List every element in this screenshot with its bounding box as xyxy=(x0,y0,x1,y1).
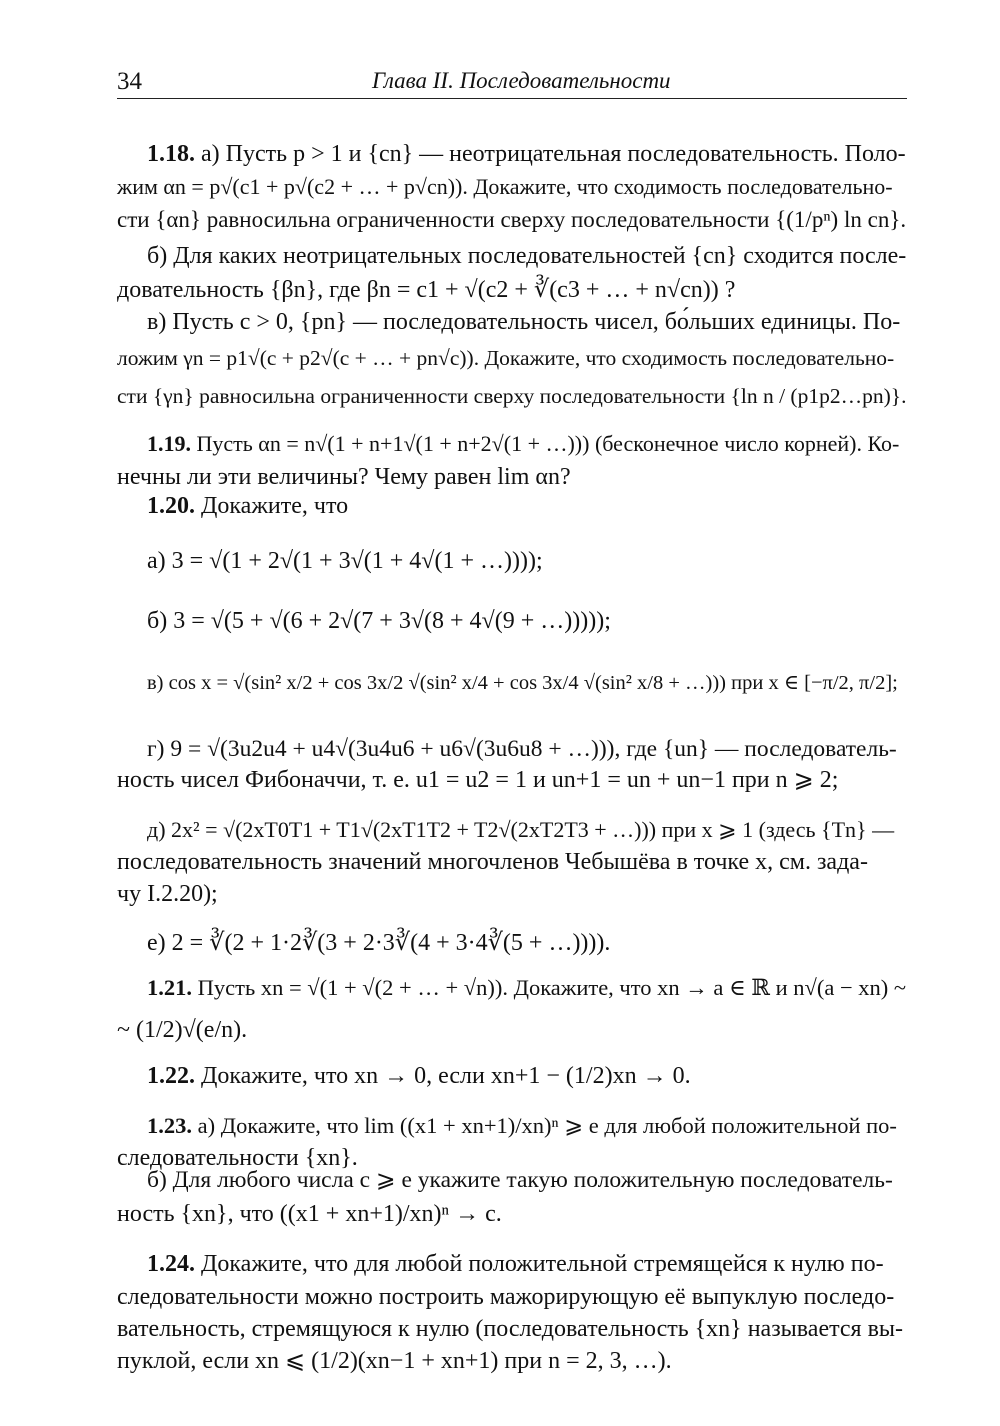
problem-1-23-line-4: ность {xn}, что ((x1 + xn+1)/xn)ⁿ → c. xyxy=(117,1201,502,1227)
problem-text: а) Докажите, что lim ((x1 + xn+1)/xn)ⁿ ⩾ e для любой положительной по- xyxy=(197,1113,897,1138)
formula-g-line-2: ность чисел Фибоначчи, т. е. u1 = u2 = 1 и un+1 = un + un−1 при n ⩾ 2; xyxy=(117,767,839,793)
problem-text: Пусть αn = n√(1 + n+1√(1 + n+2√(1 + …))) (бесконечное число корней). Ко- xyxy=(196,431,900,456)
problem-1-20-intro xyxy=(117,490,907,522)
problem-number: 1.23. xyxy=(147,1113,192,1138)
problem-1-18-line-2: жим αn = p√(c1 + p√(c2 + … + p√cn)). Докажите, что сходимость последовательно- xyxy=(117,174,893,199)
chapter-title: Глава II. Последовательности xyxy=(372,68,671,93)
problem-1-24-line-3: вательность, стремящуюся к нулю (последовательность {xn} называется вы- xyxy=(117,1316,904,1342)
problem-1-18-line-7: ложим γn = p1√(c + p2√(c + … + pn√c)). Докажите, что сходимость последовательно- xyxy=(117,346,895,370)
problem-1-18-line-5: довательность {βn}, где βn = c1 + √(c2 + ∛(c3 + … + n√cn)) ? xyxy=(117,277,736,303)
problem-number: 1.19. xyxy=(147,431,191,456)
problem-number: 1.24. xyxy=(147,1251,195,1277)
running-header xyxy=(117,64,907,99)
problem-1-23-line-3: б) Для любого числа c ⩾ e укажите такую положительную последователь- xyxy=(147,1167,893,1193)
formula-v: в) cos x = √(sin² x/2 + cos 3x/2 √(sin² x/4 + cos 3x/4 √(sin² x/8 + …))) при x ∈ [−π/2, π/2]; xyxy=(147,672,898,694)
problem-number: 1.18. xyxy=(147,141,195,167)
problem-1-21-line-2: ~ (1/2)√(e/n). xyxy=(117,1017,248,1043)
problem-1-18-line-1 xyxy=(117,138,907,170)
formula-g-line-1: г) 9 = √(3u2u4 + u4√(3u4u6 + u6√(3u6u8 + …))), где {un} — последователь- xyxy=(147,736,897,762)
problem-1-23-line-2: следовательности {xn}. xyxy=(117,1145,358,1171)
problem-number: 1.21. xyxy=(147,975,192,1000)
formula-d-line-3: чу I.2.20); xyxy=(117,881,218,907)
problem-text: а) Пусть p > 1 и {cn} — неотрицательная последовательность. Поло- xyxy=(201,141,906,167)
problem-number: 1.22. xyxy=(147,1063,195,1089)
problem-1-18-line-8: сти {γn} равносильна ограниченности сверху последовательности {ln n / (p1p2…pn)}. xyxy=(117,384,907,408)
formula-e: е) 2 = ∛(2 + 1·2∛(3 + 2·3∛(4 + 3·4∛(5 + …)))). xyxy=(147,930,611,956)
problem-text: Докажите, что для любой положительной стремящейся к нулю по- xyxy=(201,1251,884,1277)
problem-1-19-line-2: нечны ли эти величины? Чему равен lim αn? xyxy=(117,464,571,490)
problem-1-19-line-1 xyxy=(117,428,907,460)
problem-text: Докажите, что xn → 0, если xn+1 − (1/2)xn → 0. xyxy=(201,1063,691,1089)
problem-1-24-line-4: пуклой, если xn ⩽ (1/2)(xn−1 + xn+1) при n = 2, 3, …). xyxy=(117,1348,672,1374)
problem-1-24-line-2: следовательности можно построить мажорирующую её выпуклую последо- xyxy=(117,1284,895,1310)
formula-d-line-1: д) 2x² = √(2xT0T1 + T1√(2xT1T2 + T2√(2xT2T3 + …))) при x ⩾ 1 (здесь {Tn} — xyxy=(147,817,895,842)
problem-text: Пусть xn = √(1 + √(2 + … + √n)). Докажите, что xn → a ∈ ℝ и n√(a − xn) ~ xyxy=(197,975,907,1000)
problem-text: Докажите, что xyxy=(201,493,349,519)
problem-1-23-line-1 xyxy=(117,1110,907,1142)
problem-1-22 xyxy=(117,1060,907,1092)
problem-1-18-line-6: в) Пусть c > 0, {pn} — последовательность чисел, бо́льших единицы. По- xyxy=(147,309,901,335)
formula-b: б) 3 = √(5 + √(6 + 2√(7 + 3√(8 + 4√(9 + …))))); xyxy=(147,608,611,634)
problem-1-18-line-3: сти {αn} равносильна ограниченности сверху последовательности {(1/pⁿ) ln cn}. xyxy=(117,207,907,232)
problem-1-21-line-1 xyxy=(117,972,907,1004)
problem-number: 1.20. xyxy=(147,493,195,519)
page-number: 34 xyxy=(117,68,142,95)
problem-1-18-line-4: б) Для каких неотрицательных последовательностей {cn} сходится после- xyxy=(147,243,907,269)
formula-d-line-2: последовательность значений многочленов Чебышёва в точке x, см. зада- xyxy=(117,849,868,875)
problem-1-24-line-1 xyxy=(117,1248,907,1280)
formula-a: а) 3 = √(1 + 2√(1 + 3√(1 + 4√(1 + …)))); xyxy=(147,548,543,574)
